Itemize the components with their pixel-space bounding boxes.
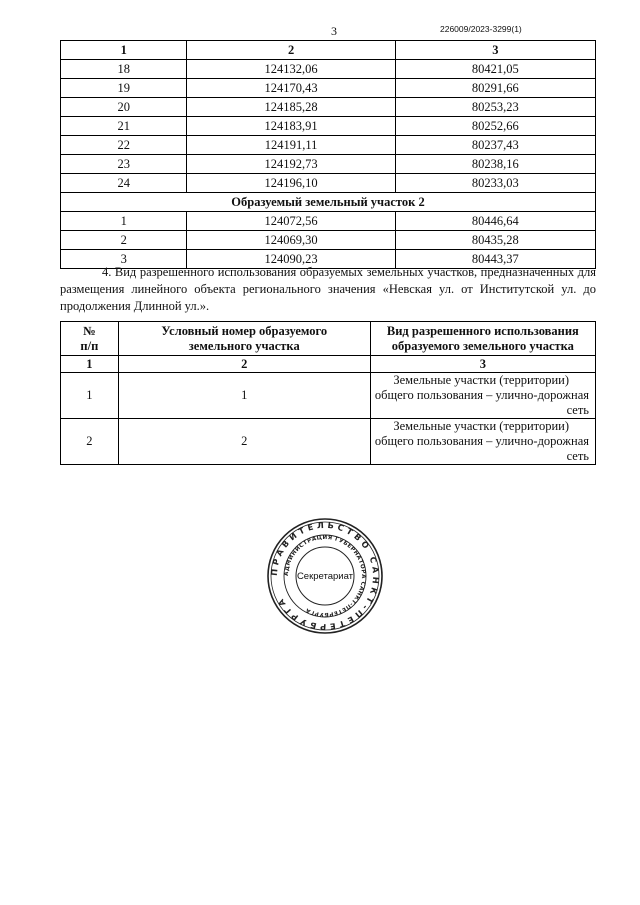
plot-number: 1 [118, 373, 370, 419]
table-header-row [61, 322, 596, 356]
y-coordinate: 80421,05 [395, 60, 595, 79]
header-line: п/п [80, 338, 99, 353]
x-coordinate: 124192,73 [187, 155, 395, 174]
table-row [61, 231, 596, 250]
y-coordinate: 80237,43 [395, 136, 595, 155]
table-row [61, 79, 596, 98]
y-coordinate: 80233,03 [395, 174, 595, 193]
point-number: 20 [61, 98, 187, 117]
document-code: 226009/2023-3299(1) [440, 24, 522, 34]
section-4-text: 4. Вид разрешенного использования образуемых земельных участков, предназначенных для размещения линейного объекта регионального значения «Невская ул. от Институтской ул. до продолжения Длинной ул.». [60, 265, 596, 313]
x-coordinate: 124170,43 [187, 79, 395, 98]
table-row [61, 98, 596, 117]
column-number: 1 [61, 356, 119, 373]
header-line: № [83, 323, 96, 338]
y-coordinate: 80446,64 [395, 212, 595, 231]
use-line: Земельные участки (территории) [393, 419, 569, 433]
column-number: 2 [118, 356, 370, 373]
column-header-1: 1 [61, 41, 187, 60]
table-row [61, 174, 596, 193]
permitted-use [370, 419, 595, 465]
header-line: Условный номер образуемого [161, 323, 328, 338]
point-number: 19 [61, 79, 187, 98]
y-coordinate: 80252,66 [395, 117, 595, 136]
plot-2-subheading-row [61, 193, 596, 212]
table-row [61, 212, 596, 231]
header-line: Вид разрешенного использования [386, 323, 579, 338]
x-coordinate: 124072,56 [187, 212, 395, 231]
point-number: 21 [61, 117, 187, 136]
x-coordinate: 124183,91 [187, 117, 395, 136]
x-coordinate: 124191,11 [187, 136, 395, 155]
point-number: 23 [61, 155, 187, 174]
point-number: 2 [61, 231, 187, 250]
y-coordinate: 80435,28 [395, 231, 595, 250]
x-coordinate: 124196,10 [187, 174, 395, 193]
table-header-row [61, 41, 596, 60]
y-coordinate: 80238,16 [395, 155, 595, 174]
y-coordinate: 80443,37 [395, 250, 595, 269]
point-number: 22 [61, 136, 187, 155]
permitted-use-table [60, 321, 596, 465]
y-coordinate: 80253,23 [395, 98, 595, 117]
x-coordinate: 124090,23 [187, 250, 395, 269]
column-number: 3 [370, 356, 595, 373]
column-numbering-row [61, 356, 596, 373]
seal-outer-text: ПРАВИТЕЛЬСТВО САНКТ-ПЕТЕРБУРГА [268, 519, 382, 633]
section-4-paragraph [60, 264, 596, 315]
y-coordinate: 80291,66 [395, 79, 595, 98]
official-seal-stamp [266, 517, 384, 635]
plot-number: 2 [118, 419, 370, 465]
point-number: 1 [61, 212, 187, 231]
use-line: общего пользования – улично-дорожная сеть [374, 434, 589, 463]
table-row [61, 136, 596, 155]
coordinates-table [60, 40, 596, 269]
seal-center-text: Секретариат [296, 571, 354, 582]
point-number: 18 [61, 60, 187, 79]
use-line: общего пользования – улично-дорожная сеть [374, 388, 589, 417]
table-row [61, 373, 596, 419]
seal-inner-text: АДМИНИСТРАЦИЯ ГУБЕРНАТОРА САНКТ-ПЕТЕРБУРГА [283, 534, 367, 618]
row-number: 2 [61, 419, 119, 465]
table-row [61, 155, 596, 174]
point-number: 24 [61, 174, 187, 193]
column-header-2: 2 [187, 41, 395, 60]
page-number: 3 [331, 24, 337, 38]
table-row [61, 419, 596, 465]
x-coordinate: 124132,06 [187, 60, 395, 79]
x-coordinate: 124185,28 [187, 98, 395, 117]
permitted-use [370, 373, 595, 419]
column-header-plot-number [118, 322, 370, 356]
use-line: Земельные участки (территории) [393, 373, 569, 387]
column-header-permitted-use [370, 322, 595, 356]
column-header-number [61, 322, 119, 356]
table-row [61, 60, 596, 79]
row-number: 1 [61, 373, 119, 419]
header-line: образуемого земельного участка [391, 338, 574, 353]
plot-2-subheading: Образуемый земельный участок 2 [61, 193, 596, 212]
point-number: 3 [61, 250, 187, 269]
header-line: земельного участка [188, 338, 300, 353]
table-row [61, 117, 596, 136]
x-coordinate: 124069,30 [187, 231, 395, 250]
column-header-3: 3 [395, 41, 595, 60]
